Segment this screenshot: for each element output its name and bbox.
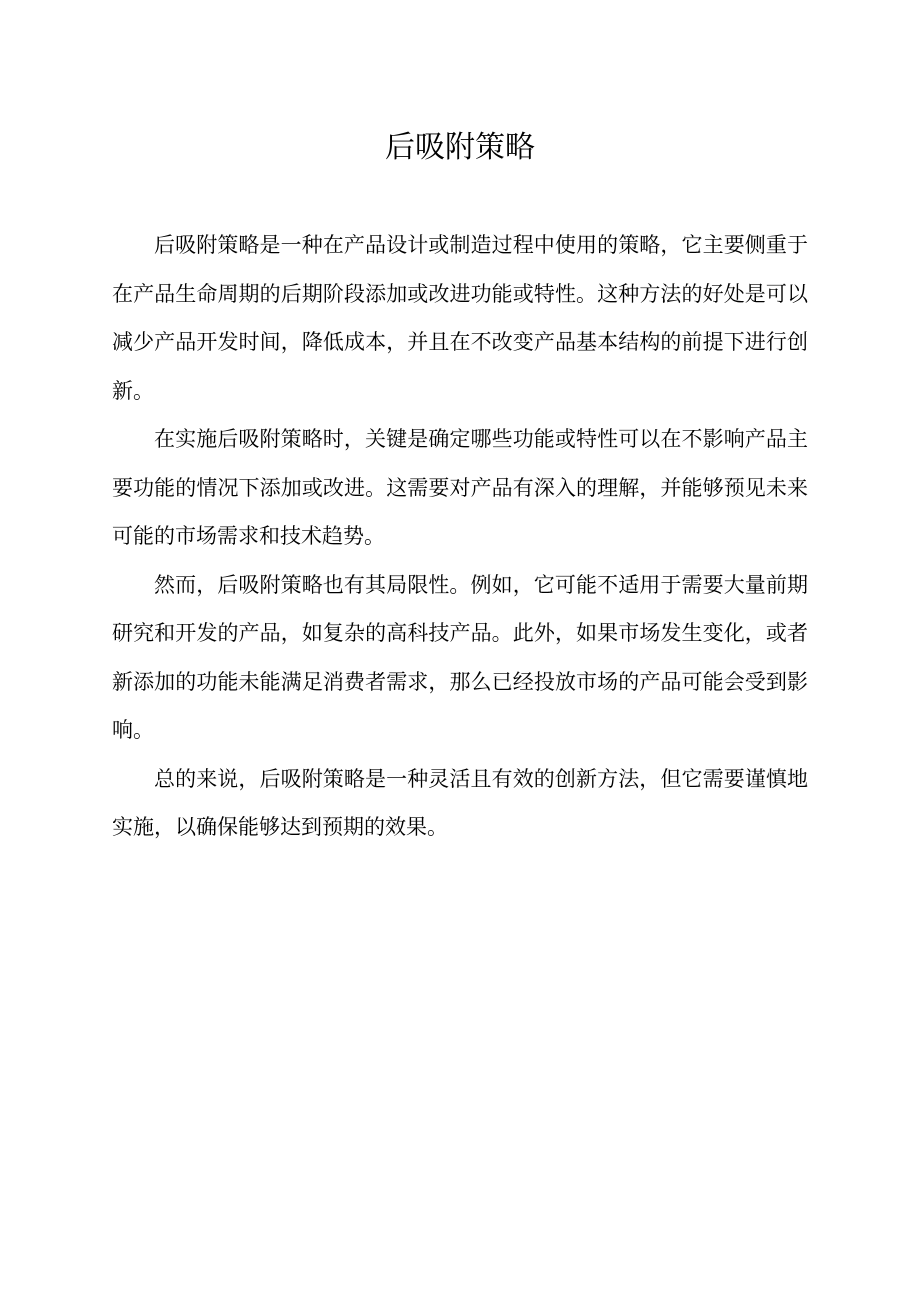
- paragraph-4: 总的来说，后吸附策略是一种灵活且有效的创新方法，但它需要谨慎地实施，以确保能够达到预期的效果。: [112, 766, 808, 839]
- paragraph-1: 后吸附策略是一种在产品设计或制造过程中使用的策略，它主要侧重于在产品生命周期的后期阶段添加或改进功能或特性。这种方法的好处是可以减少产品开发时间，降低成本，并且在不改变产品基本结构的前提下进行创新。: [112, 233, 808, 403]
- paragraph-2: 在实施后吸附策略时，关键是确定哪些功能或特性可以在不影响产品主要功能的情况下添加或改进。这需要对产品有深入的理解，并能够预见未来可能的市场需求和技术趋势。: [112, 427, 808, 548]
- document-title: 后吸附策略: [385, 130, 535, 165]
- document-body: [112, 221, 808, 852]
- paragraph-3: 然而，后吸附策略也有其局限性。例如，它可能不适用于需要大量前期研究和开发的产品，如复杂的高科技产品。此外，如果市场发生变化，或者新添加的功能未能满足消费者需求，那么已经投放市场的产品可能会受到影响。: [112, 572, 808, 742]
